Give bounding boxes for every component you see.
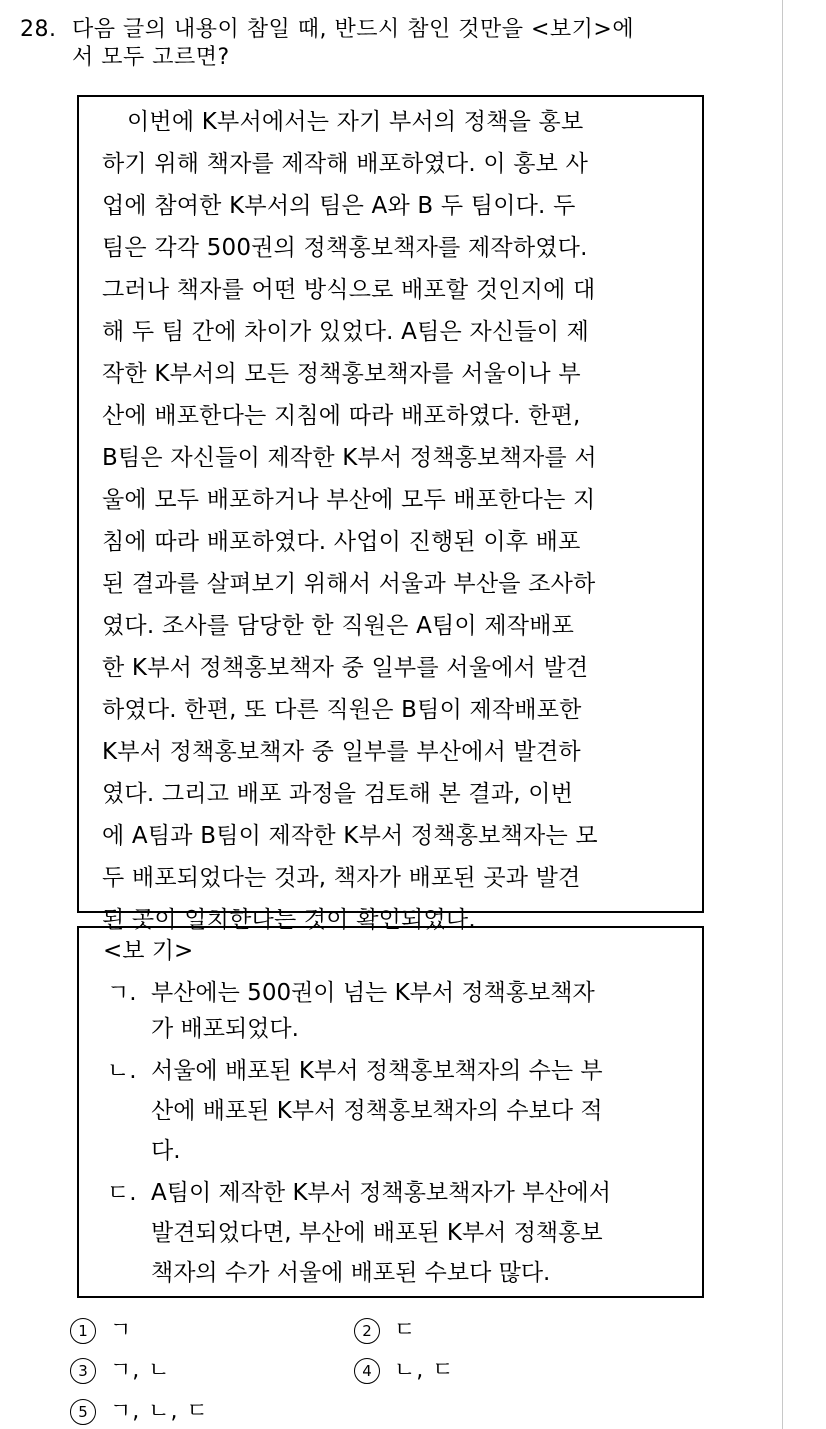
answer-choice-5[interactable] [70,1397,209,1427]
passage-line: 한 K부서 정책홍보책자 중 일부를 서울에서 발견 [102,655,589,681]
choice-text: ㄱ, ㄴ, ㄷ [110,1399,209,1424]
page-divider-line [782,0,783,1429]
passage-line: 울에 모두 배포하거나 부산에 모두 배포한다는 지 [102,487,596,513]
passage-line: 해 두 팀 간에 차이가 있었다. A팀은 자신들이 제 [102,319,590,345]
answer-choice-2[interactable] [354,1316,416,1346]
answer-choice-1[interactable] [70,1316,132,1346]
question-number: 28. [20,17,57,42]
passage-line: 하기 위해 책자를 제작해 배포하였다. 이 홍보 사 [102,151,589,177]
question-text-line-2: 서 모두 고르면? [72,45,230,70]
bogi-box [77,926,704,1298]
choice-text: ㄷ [394,1318,417,1343]
passage-line: 산에 배포한다는 지침에 따라 배포하였다. 한편, [102,403,581,429]
bogi-item-line: 서울에 배포된 K부서 정책홍보책자의 수는 부 [151,1058,603,1084]
passage-line: 두 배포되었다는 것과, 책자가 배포된 곳과 발견 [102,865,581,891]
choice-number-circle: 3 [70,1358,96,1384]
answer-choice-3[interactable] [70,1356,171,1386]
choice-text: ㄱ, ㄴ [110,1358,171,1383]
choice-number-circle: 2 [354,1318,380,1344]
bogi-item-line: 발견되었다면, 부산에 배포된 K부서 정책홍보 [151,1220,603,1246]
choice-text: ㄱ [110,1318,133,1343]
passage-line: 였다. 그리고 배포 과정을 검토해 본 결과, 이번 [102,781,574,807]
bogi-item-line: 다. [151,1138,181,1164]
bogi-item-marker-2: ㄴ. [107,1058,137,1084]
choice-number-circle: 4 [354,1358,380,1384]
passage-line: 였다. 조사를 담당한 한 직원은 A팀이 제작배포 [102,613,575,639]
bogi-item-line: A팀이 제작한 K부서 정책홍보책자가 부산에서 [151,1180,611,1206]
passage-line: 팀은 각각 500권의 정책홍보책자를 제작하였다. [102,235,588,261]
choice-text: ㄴ, ㄷ [394,1358,455,1383]
bogi-item-marker-3: ㄷ. [107,1180,137,1206]
passage-line: 하였다. 한편, 또 다른 직원은 B팀이 제작배포한 [102,697,582,723]
passage-line: 침에 따라 배포하였다. 사업이 진행된 이후 배포 [102,529,581,555]
bogi-item-line: 책자의 수가 서울에 배포된 수보다 많다. [151,1260,551,1286]
passage-line: 에 A팀과 B팀이 제작한 K부서 정책홍보책자는 모 [102,823,598,849]
passage-line: 작한 K부서의 모든 정책홍보책자를 서울이나 부 [102,361,581,387]
answer-choice-4[interactable] [354,1356,455,1386]
passage-line: 이번에 K부서에서는 자기 부서의 정책을 홍보 [127,109,584,135]
choice-number-circle: 5 [70,1399,96,1425]
question-text-line-1: 다음 글의 내용이 참일 때, 반드시 참인 것만을 <보기>에 [72,17,635,42]
bogi-item-line: 산에 배포된 K부서 정책홍보책자의 수보다 적 [151,1098,603,1124]
bogi-item-marker-1: ㄱ. [107,980,137,1006]
passage-line: 된 결과를 살펴보기 위해서 서울과 부산을 조사하 [102,571,596,597]
passage-line: B팀은 자신들이 제작한 K부서 정책홍보책자를 서 [102,445,597,471]
bogi-item-line: 가 배포되었다. [151,1016,299,1042]
choice-number-circle: 1 [70,1318,96,1344]
passage-line: 된 곳이 일치한다는 것이 확인되었다. [102,907,476,933]
bogi-item-line: 부산에는 500권이 넘는 K부서 정책홍보책자 [151,980,595,1006]
passage-line: 업에 참여한 K부서의 팀은 A와 B 두 팀이다. 두 [102,193,576,219]
bogi-title: <보 기> [103,938,194,964]
passage-line: 그러나 책자를 어떤 방식으로 배포할 것인지에 대 [102,277,596,303]
passage-line: K부서 정책홍보책자 중 일부를 부산에서 발견하 [102,739,581,765]
passage-box [77,95,704,933]
